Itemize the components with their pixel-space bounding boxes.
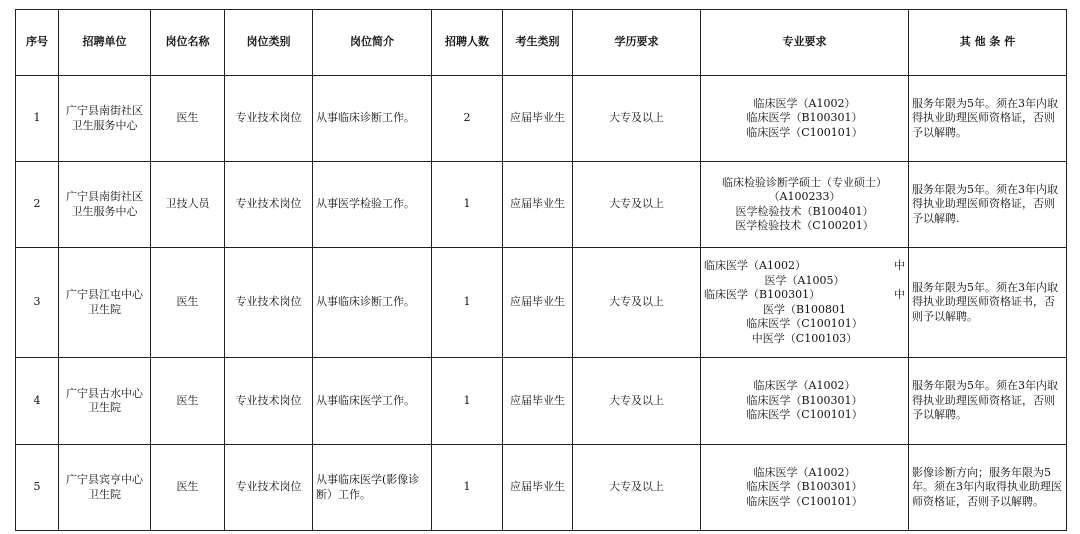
major-item: 医学检验技术（C100201） [735,219,874,232]
header-cell-majors: 专业要求 [701,10,909,76]
major-item: 临床医学（A1002） [753,96,856,110]
cell-majors [701,248,909,358]
header-cell-unit: 招聘单位 [59,10,151,76]
cell-majors [701,76,909,162]
cell-no: 5 [16,445,59,531]
table-row [16,76,1067,162]
cell-edu: 大专及以上 [573,445,701,531]
major-item: 医学（B100801 [762,302,847,316]
table-row [16,445,1067,531]
major-item: 中医学（C100103） [751,331,858,345]
major-item: 医学检验技术（B100401） [735,204,874,218]
header-cell-post: 岗位名称 [151,10,225,76]
cell-post: 医生 [151,445,225,531]
cell-post: 医生 [151,76,225,162]
header-cell-category: 岗位类别 [225,10,313,76]
major-item: 临床医学（C100101） [746,494,863,508]
major-item: 临床医学（B100301） [746,480,863,494]
header-cell-no: 序号 [16,10,59,76]
cell-other: 服务年限为5年。须在3年内取得执业助理医师资格证，否则予以解聘。 [909,76,1067,162]
cell-majors [701,358,909,445]
header-cell-other: 其 他 条 件 [909,10,1067,76]
cell-other: 服务年限为5年。须在3年内取得执业助理医师资格证，否则予以解聘。 [909,358,1067,445]
major-item [704,288,905,303]
cell-no: 1 [16,76,59,162]
cell-no: 2 [16,162,59,248]
cell-other: 服务年限为5年。须在3年内取得执业助理医师资格证书，否则予以解聘。 [909,248,1067,358]
cell-other: 影像诊断方向；服务年限为5年。须在3年内取得执业助理医师资格证，否则予以解聘。 [909,445,1067,531]
cell-unit: 广宁县宾亨中心卫生院 [59,445,151,531]
header-cell-type: 考生类别 [503,10,573,76]
cell-type: 应届毕业生 [503,248,573,358]
table-row [16,358,1067,445]
cell-intro: 从事临床医学工作。 [313,358,432,445]
major-item: 临床医学（C100101） [746,408,863,422]
cell-edu: 大专及以上 [573,76,701,162]
cell-category: 专业技术岗位 [225,162,313,248]
cell-type: 应届毕业生 [503,358,573,445]
cell-edu: 大专及以上 [573,248,701,358]
cell-majors [701,445,909,531]
cell-edu: 大专及以上 [573,358,701,445]
header-row [16,10,1067,76]
cell-unit: 广宁县南街社区卫生服务中心 [59,76,151,162]
cell-count: 1 [432,162,503,248]
header-cell-edu: 学历要求 [573,10,701,76]
major-item: 临床医学（A1002） [753,465,856,479]
major-item: 临床医学（C100101） [746,317,863,330]
major-item: 医学（A1005） [764,273,845,287]
cell-no: 3 [16,248,59,358]
cell-no: 4 [16,358,59,445]
cell-count: 1 [432,248,503,358]
cell-category: 专业技术岗位 [225,76,313,162]
major-item-right: 中 [894,288,905,301]
cell-count: 2 [432,76,503,162]
cell-category: 专业技术岗位 [225,358,313,445]
major-item-left: 临床医学（B100301） [704,288,821,301]
major-item-right: 中 [894,259,905,272]
recruitment-table [15,9,1067,531]
cell-unit: 广宁县南街社区卫生服务中心 [59,162,151,248]
major-item-left: 临床医学（A1002） [704,259,806,272]
cell-type: 应届毕业生 [503,445,573,531]
table-row [16,248,1067,358]
cell-post: 医生 [151,248,225,358]
cell-majors [701,162,909,248]
cell-count: 1 [432,445,503,531]
cell-type: 应届毕业生 [503,76,573,162]
cell-post: 卫技人员 [151,162,225,248]
cell-category: 专业技术岗位 [225,248,313,358]
header-cell-intro: 岗位简介 [313,10,432,76]
cell-intro: 从事医学检验工作。 [313,162,432,248]
major-item [704,259,905,274]
major-item: 临床医学（B100301） [746,393,863,407]
major-item: 临床检验诊断学硕士（专业硕士） [722,175,887,189]
cell-unit: 广宁县古水中心卫生院 [59,358,151,445]
major-item: 临床医学（B100301） [746,111,863,125]
major-item: （A100233） [768,190,841,203]
cell-category: 专业技术岗位 [225,445,313,531]
major-item: 临床医学（C100101） [746,125,863,139]
header-cell-count: 招聘人数 [432,10,503,76]
cell-unit: 广宁县江屯中心卫生院 [59,248,151,358]
cell-type: 应届毕业生 [503,162,573,248]
cell-intro: 从事临床诊断工作。 [313,76,432,162]
cell-intro: 从事临床诊断工作。 [313,248,432,358]
major-item: 临床医学（A1002） [753,379,856,393]
cell-post: 医生 [151,358,225,445]
cell-count: 1 [432,358,503,445]
table-row [16,162,1067,248]
cell-other: 服务年限为5年。须在3年内取得执业助理医师资格证，否则予以解聘. [909,162,1067,248]
cell-intro: 从事临床医学(影像诊断）工作。 [313,445,432,531]
cell-edu: 大专及以上 [573,162,701,248]
